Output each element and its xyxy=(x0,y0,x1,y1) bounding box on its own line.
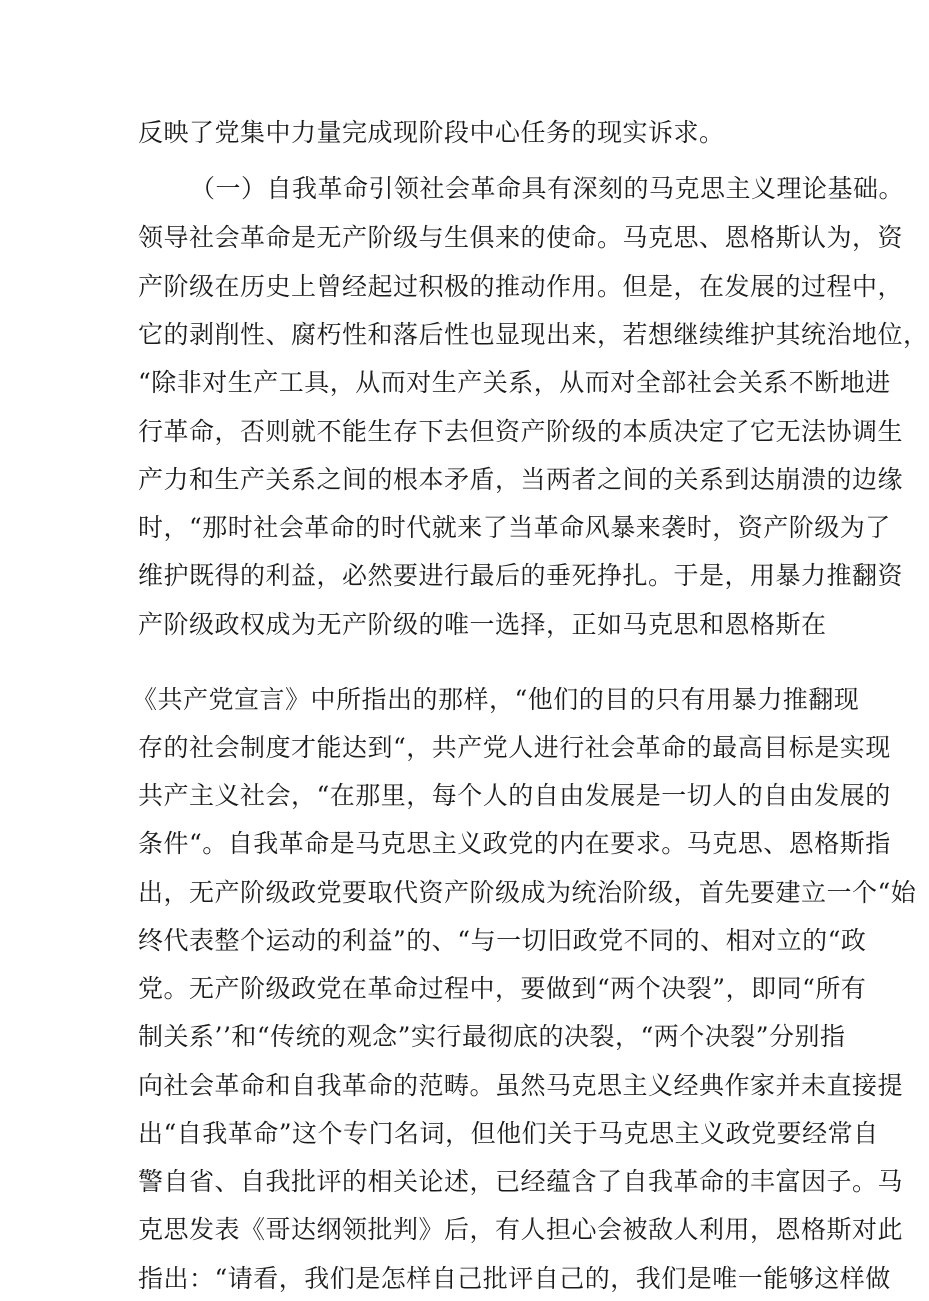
text-line: 条件“。自我革命是马克思主义政党的内在要求。马克思、恩格斯指 xyxy=(138,829,891,858)
text-line: 制关系’’和“传统的观念”实行最彻底的决裂，“两个决裂”分别指 xyxy=(138,1022,846,1051)
section-heading-line: （一）自我革命引领社会革命具有深刻的马克思主义理论基础。 xyxy=(190,174,905,203)
text-line: 产阶级政权成为无产阶级的唯一选择，正如马克思和恩格斯在 xyxy=(138,610,827,639)
text-line: 终代表整个运动的利益”的、“与一切旧政党不同的、相对立的“政 xyxy=(138,926,867,955)
text-line: 《共产党宣言》中所指出的那样，“他们的目的只有用暴力推翻现 xyxy=(132,685,860,714)
text-line: 存的社会制度才能达到“，共产党人进行社会革命的最高目标是实现 xyxy=(138,733,891,762)
text-line: 产阶级在历史上曾经起过积极的推动作用。但是，在发展的过程中， xyxy=(138,272,904,301)
text-line: 警自省、自我批评的相关论述，已经蕴含了自我革命的丰富因子。马 xyxy=(138,1167,904,1196)
text-line: 反映了党集中力量完成现阶段中心任务的现实诉求。 xyxy=(138,118,725,147)
text-line: 产力和生产关系之间的根本矛盾，当两者之间的关系到达崩溃的边缘 xyxy=(138,465,904,494)
text-line: 指出：“请看，我们是怎样自己批评自己的，我们是唯一能够这样做 xyxy=(138,1264,891,1293)
text-line: 党。无产阶级政党在革命过程中，要做到“两个决裂”，即同“所有 xyxy=(138,974,867,1003)
text-line: 出“自我革命”这个专门名词，但他们关于马克思主义政党要经常自 xyxy=(138,1119,879,1148)
text-line: 维护既得的利益，必然要进行最后的垂死挣扎。于是，用暴力推翻资 xyxy=(138,561,904,590)
text-line: 克思发表《哥达纲领批判》后，有人担心会被敌人利用，恩格斯对此 xyxy=(138,1215,904,1244)
text-line: 向社会革命和自我革命的范畴。虽然马克思主义经典作家并未直接提 xyxy=(138,1071,904,1100)
text-line: 出，无产阶级政党要取代资产阶级成为统治阶级，首先要建立一个“始 xyxy=(138,878,917,907)
text-line: 它的剥削性、腐朽性和落后性也显现出来，若想继续维护其统治地位， xyxy=(138,320,929,349)
text-line: “除非对生产工具，从而对生产关系，从而对全部社会关系不断地进 xyxy=(138,368,891,397)
text-line: 共产主义社会，“在那里，每个人的自由发展是一切人的自由发展的 xyxy=(138,781,891,810)
text-line: 时，“那时社会革命的时代就来了当革命风暴来袭时，资产阶级为了 xyxy=(138,513,891,542)
text-line: 行革命，否则就不能生存下去但资产阶级的本质决定了它无法协调生 xyxy=(138,417,904,446)
text-line: 领导社会革命是无产阶级与生俱来的使命。马克思、恩格斯认为，资 xyxy=(138,223,904,252)
